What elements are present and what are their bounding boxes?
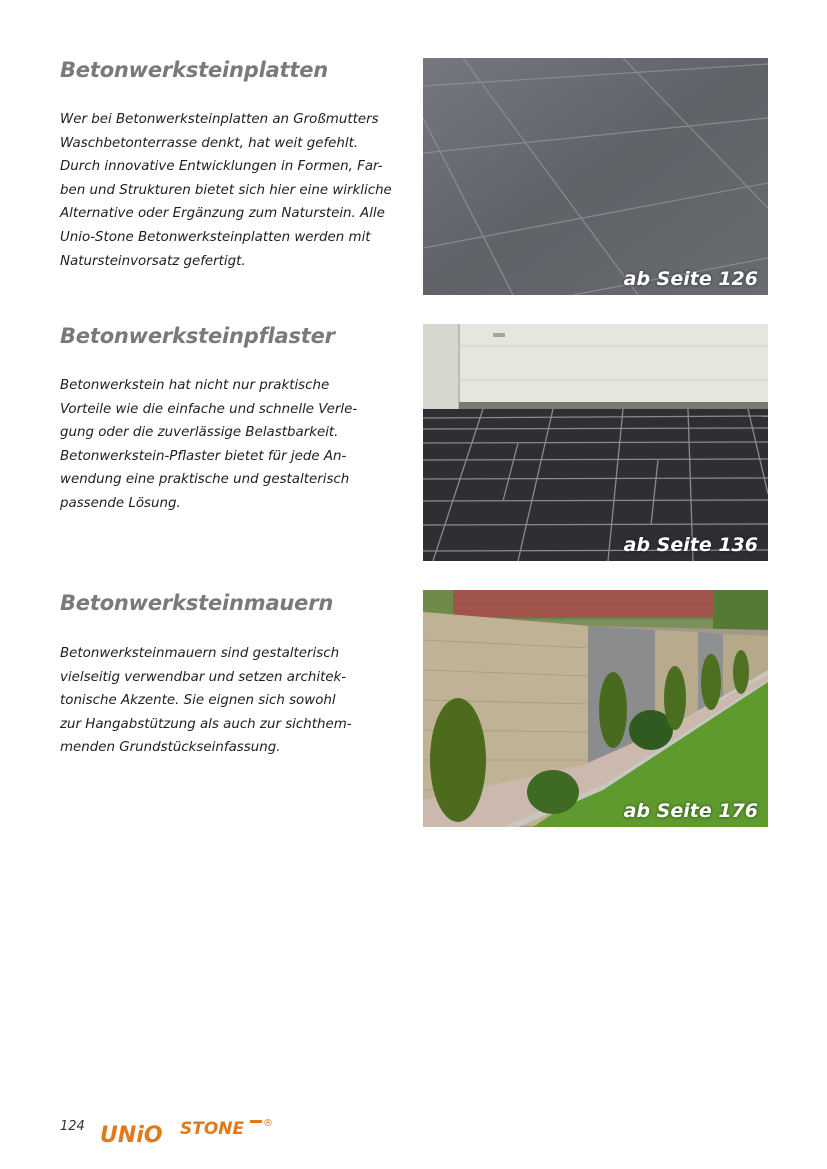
text-line: vielseitig verwendbar und setzen architek- bbox=[60, 669, 347, 685]
wall-photo bbox=[423, 590, 768, 827]
text-line: gung oder die zuverlässige Belastbarkeit. bbox=[60, 425, 339, 441]
text-line: Betonwerkstein hat nicht nur praktische bbox=[60, 378, 330, 393]
text-line: Durch innovative Entwicklungen in Formen, Far- bbox=[60, 159, 383, 175]
text-line: Unio-Stone Betonwerksteinplatten werden mit bbox=[60, 229, 371, 245]
unio-stone-logo bbox=[100, 1114, 280, 1146]
section-title: Betonwerksteinplatten bbox=[60, 58, 329, 82]
logo-bar bbox=[250, 1120, 262, 1123]
paving-stones-photo bbox=[423, 324, 768, 561]
text-line: passende Lösung. bbox=[60, 495, 181, 511]
text-line: tonische Akzente. Sie eignen sich sowohl bbox=[60, 693, 336, 709]
section-description bbox=[60, 374, 400, 516]
page-number: 124 bbox=[60, 1119, 85, 1134]
section-description bbox=[60, 108, 400, 273]
paving-slabs-photo bbox=[423, 58, 768, 295]
text-line: Alternative oder Ergänzung zum Naturstein. Alle bbox=[60, 206, 385, 222]
section-description bbox=[60, 642, 400, 760]
text-line: zur Hangabstützung als auch zur sichthem- bbox=[60, 716, 352, 732]
text-line: menden Grundstückseinfassung. bbox=[60, 740, 281, 756]
text-line: Natursteinvorsatz gefertigt. bbox=[60, 253, 246, 269]
slab-image bbox=[423, 58, 768, 295]
section-title: Betonwerksteinmauern bbox=[60, 591, 334, 615]
page-reference: ab Seite 126 bbox=[623, 268, 758, 290]
text-line: Betonwerksteinmauern sind gestalterisch bbox=[60, 646, 340, 661]
text-line: Waschbetonterrasse denkt, hat weit gefehlt. bbox=[60, 135, 359, 151]
text-line: Betonwerkstein-Pflaster bietet für jede An- bbox=[60, 448, 347, 464]
text-line: Wer bei Betonwerksteinplatten an Großmutters bbox=[60, 112, 379, 127]
wall-image bbox=[423, 590, 768, 827]
logo-registered-mark: ® bbox=[263, 1118, 273, 1129]
text-line: ben und Strukturen bietet sich hier eine wirkliche bbox=[60, 182, 392, 198]
page-reference: ab Seite 176 bbox=[623, 800, 758, 822]
paving-image bbox=[423, 324, 768, 561]
logo-word-unio: UNiO bbox=[100, 1123, 163, 1146]
page-reference: ab Seite 136 bbox=[623, 534, 758, 556]
logo-word-stone: STONE bbox=[180, 1119, 245, 1139]
text-line: Vorteile wie die einfache und schnelle Verle- bbox=[60, 401, 358, 417]
section-title: Betonwerksteinpflaster bbox=[60, 324, 335, 348]
text-line: wendung eine praktische und gestalterisch bbox=[60, 472, 350, 488]
